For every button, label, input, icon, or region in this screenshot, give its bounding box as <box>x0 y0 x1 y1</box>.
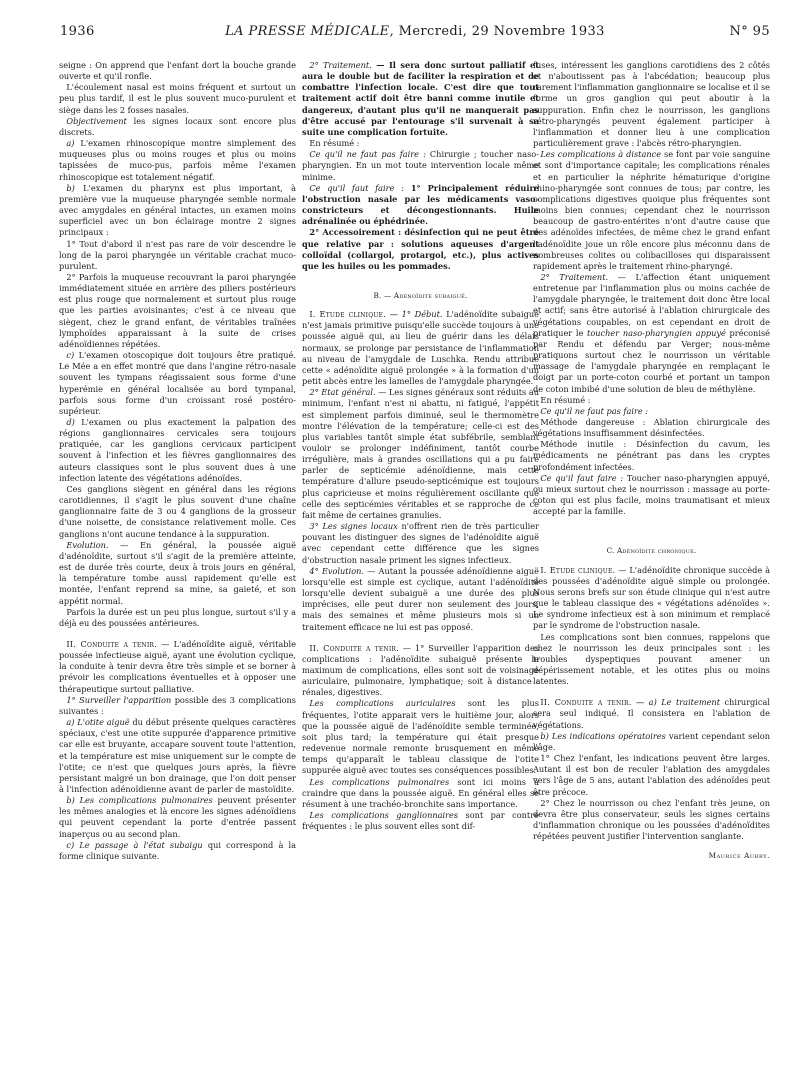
page-number: 1936 <box>60 24 95 39</box>
paragraph: Les complications ganglionnaires sont par contre fréquentes : le plus souvent elles sont dif- <box>302 810 539 832</box>
paragraph: En résumé : <box>309 138 360 149</box>
paragraph: b) Les complications pulmonaires peuvent présenter les mêmes analogies et là encore les signes adénoïdiens qui peuvent cependant la porte d'entrée passent inaperçus ou au second plan. <box>59 795 297 839</box>
paragraph: Les complications auriculaires sont les plus fréquentes, l'otite apparait vers le huitième jour, alors que la poussée aiguë de l'adénoïdite semble terminée, soit plus tard; la température qui était presque redevenue normale remonte brusquement en même temps qu'apparaît le tableau classique de l'otite suppurée aiguë avec toutes ses conséquences possibles. <box>302 698 539 776</box>
paragraph: Les complications pulmonaires sont ici moins à craindre que dans la poussée aiguë. En général elles se résument à une trachéo-bronchite sans importance. <box>302 776 539 809</box>
paragraph: II. Conduite a tenir. — 1° Surveiller l'apparition des complications : l'adénoïdite subaiguë présente le maximum de complications, elles sont soit de voisinage auriculaire, pulmonaire, lymphatique; soit à distance : rénales, digestives. <box>302 642 539 698</box>
running-title <box>60 24 770 39</box>
paragraph: a) L'examen rhinoscopique montre simplement des muqueuses plus ou moins rouges et plus ou moins tapissées de muco-pus, parfois même l'examen rhinoscopique est totalement négatif. <box>59 138 296 182</box>
paragraph: 2° Parfois la muqueuse recouvrant la paroi pharyngée immédiatement située en arrière des piliers postérieurs est plus rouge que normalement et surtout plus rouge que les parties avoisinantes; c'est à ce niveau que siègent, chez le grand enfant, de véritables traînées lymphoïdes apparaissant à la suite de crises adénoïdiennes répétées. <box>59 271 296 349</box>
section-heading: B. — Adénoïdite subaiguë. <box>373 290 468 300</box>
paragraph: Ce qu'il faut faire : 1° Principalement réduire l'obstruction nasale par les médicaments vaso-constricteurs et décongestionnants. Huile adrénalinée ou éphédrinée. <box>302 182 539 227</box>
paragraph: 1° Chez l'enfant, les indications peuvent être larges. Autant il est bon de reculer l'ablation des amygdales vers l'âge de 5 ans, autant l'ablation des adénoïdes peut être précoce. <box>533 753 770 797</box>
paragraph: 2° Accessoirement : désinfection qui ne peut être que relative par : solutions aqueuses d'argent colloïdal (collargol, protargol, etc.), plus actives que les huiles ou les pommades. <box>302 227 539 271</box>
paragraph: b) Les indications opératoires varient cependant selon l'âge. <box>533 730 770 752</box>
page-header <box>60 24 770 40</box>
paragraph: Objectivement les signes locaux sont encore plus discrets. <box>59 115 296 137</box>
paragraph: 2° Traitement. — Il sera donc surtout palliatif et aura le double but de faciliter la respiration et de combattre l'infection locale. C'est dire que tout traitement actif doit être banni comme inutile et dangereux, d'autant plus qu'il ne manquerait pas d'être accusé par l'entourage s'il survenait à sa suite une complication fortuite. <box>302 60 539 137</box>
paragraph: a) L'otite aiguë du début présente quelques caractères spéciaux, c'est une otite suppurée d'apparence primitive car elle est bruyante, accapare souvent toute l'attention, et la température est mise uniquement sur le compte de l'otite; ce n'est que quelques jours après, la fièvre persistant malgré un bon drainage, que l'on doit penser à l'infection adénoïdienne avant de parler de mastoïdite. <box>59 717 296 794</box>
paragraph: Les complications à distance se font par voie sanguine et sont d'importance capitale; les complications rénales et en particulier la néphrite hématurique d'origine rhino-pharyngée sont connues de tous; par contre, les complications digestives quoique plus fréquentes sont moins bien connues; cependant chez le nourrisson beaucoup de gastro-entérites n'ont d'autre cause que des adénoïdes infectées, de même chez le grand enfant l'adénoïdite joue un rôle encore plus méconnu dans de nombreuses colites ou colibacilloses qui disparaissent rapidement après le traitement rhino-pharyngé. <box>533 149 770 271</box>
paragraph: II. Conduite a tenir. — L'adénoïdite aiguë, véritable poussée infectieuse aiguë, ayant une évolution cyclique, la conduite à tenir devra être très simple et se borner à prévoir les complications éventuelles et à opposer une thérapeutique surtout palliative. <box>59 638 296 694</box>
column-3 <box>533 60 770 861</box>
paragraph: b) L'examen du pharynx est plus important, à première vue la muqueuse pharyngée semble normale avec amygdales en général intactes, un examen moins superficiel avec un bon éclairage montre 2 signes principaux : <box>59 182 296 238</box>
paragraph: Ces ganglions siègent en général dans les régions carotidiennes, il s'agit le plus souvent d'une chaîne ganglionnaire faite de 3 ou 4 ganglions de la grosseur d'une noisette, de consistance relativement molle. Ces ganglions n'ont aucune tendance à la suppuration. <box>59 483 296 539</box>
issue-date: Mercredi, 29 Novembre 1933 <box>398 24 605 39</box>
paragraph: c) L'examen otoscopique doit toujours être pratiqué. Le Mée a en effet montré que dans l'angine rétro-nasale souvent les tympans réagissaient sous forme d'une hyperémie en général localisée au bord tympanal, parfois sous forme d'un croissant rosé postéro-supérieur. <box>59 350 296 416</box>
author-signature: Maurice Aubry. <box>708 851 770 861</box>
paragraph: II. Conduite a tenir. — a) Le traitement chirurgical sera seul indiqué. Il consistera en l'ablation de végétations. <box>533 697 770 730</box>
paragraph: Parfois la durée est un peu plus longue, surtout s'il y a déjà eu des poussées antérieures. <box>59 606 296 628</box>
paragraph: Evolution. — En général, la poussée aiguë d'adénoïdite, surtout s'il s'agit de la première atteinte, est de durée très courte, deux à trois jours en général, la température tombe aussi rapidement qu'elle est montée, l'enfant reprend sa mine, sa gaieté, et son appétit normal. <box>59 539 296 606</box>
paragraph: c) Le passage à l'état subaigu qui correspond à la forme clinique suivante. <box>59 839 297 861</box>
column-2 <box>302 60 539 832</box>
paragraph: 1° Tout d'abord il n'est pas rare de voir descendre le long de la paroi pharyngée un véritable crachat muco-purulent. <box>59 238 296 271</box>
paragraph: I. Etude clinique. — 1° Début. L'adénoïdite subaiguë n'est jamais primitive puisqu'elle succède toujours à une poussée aiguë qui, au lieu de guérir dans les délais normaux, se prolonge par persistance de l'inflammation au niveau de l'amygdale de Luschka. Rendu attribue cette « adénoïdite aiguë prolongée » à la formation d'un petit abcès entre les lamelles de l'amygdale pharyngée. <box>302 309 539 387</box>
section-heading: C. Adénoïdite chronique. <box>606 546 697 556</box>
paragraph: Les complications sont bien connues, rappelons que chez le nourrisson les deux principales sont : les troubles dyspeptiques pouvant amener un dépérissement notable, et les otites plus ou moins latentes. <box>533 631 770 687</box>
paragraph: 2° Traitement. — L'affection étant uniquement entretenue par l'inflammation plus ou moins cachée de l'amygdale pharyngée, le traitement doit donc être local et actif; sans être autorisé à l'ablation chirurgicale des végétations coupables, on est cependant en droit de pratiquer le toucher naso-pharyngien appuyé préconisé par Rendu et défendu par Verger; nous-même pratiquons surtout chez le nourrisson un véritable massage de l'amygdale pharyngée en remplaçant le doigt par un porte-coton courbé et portant un tampon de coton imbibé d'une solution de bleu de méthylène. <box>533 271 770 394</box>
issue-number: N° 95 <box>729 24 770 39</box>
paragraph: seigne : On apprend que l'enfant dort la bouche grande ouverte et qu'il ronfle. <box>59 60 296 82</box>
paragraph: 1° Surveiller l'apparition possible des 3 complications suivantes : <box>59 694 296 716</box>
paragraph: d) L'examen ou plus exactement la palpation des régions ganglionnaires cervicales sera toujours pratiquée, car les ganglions cervicaux participent souvent à l'infection et les fièvres ganglionnaires des auteurs classiques sont le plus souvent dues à une infection latente des végétations adénoïdes. <box>59 417 296 483</box>
paragraph: En résumé : <box>540 394 591 405</box>
paragraph: L'écoulement nasal est moins fréquent et surtout un peu plus tardif, il est le plus souvent muco-purulent et siège dans les 2 fosses nasales. <box>59 82 296 115</box>
paragraph: fuses, intéressent les ganglions carotidiens des 2 côtés et n'aboutissent pas à l'abcédation; beaucoup plus rarement l'inflammation ganglionnaire se localise et il se forme un gros ganglion qui peut aboutir à la suppuration. Enfin chez le nourrisson, les ganglions rétro-pharyngés peuvent également participer à l'inflammation et donner lieu à une complication particulièrement grave : l'abcès rétro-pharyngien. <box>533 60 770 149</box>
paragraph: 2° Chez le nourrisson ou chez l'enfant très jeune, on devra être plus conservateur, seuls les signes certains d'inflammation chronique ou les poussées d'adénoïdites répétées peuvent justifier l'intervention sanglante. <box>533 797 770 842</box>
paragraph: Méthode dangereuse : Ablation chirurgicale des végétations insuffisamment désinfectées. <box>533 417 770 439</box>
paragraph: I. Etude clinique. — L'adénoïdite chronique succède à des poussées d'adénoïdite aiguë simple ou prolongée. Nous serons brefs sur son étude clinique qui n'est autre que le tableau classique des « végétations adénoïdes ». Le syndrome infectieux est à son minimum et remplacé par le syndrome de l'obstruction nasale. <box>533 564 770 631</box>
paragraph: Méthode inutile : Désinfection du cavum, les médicaments ne pénétrant pas dans les cryptes profondément infectées. <box>533 439 770 472</box>
journal-title: LA PRESSE MÉDICALE, <box>225 24 395 39</box>
paragraph: 4° Evolution. — Autant la poussée adénoïdienne aiguë lorsqu'elle est simple est cyclique, autant l'adénoïdite lorsqu'elle devient subaiguë a une durée des plus imprécises, elle peut durer non seulement des jours, mais des semaines et même plusieurs mois si un traitement efficace ne lui est pas opposé. <box>302 565 539 632</box>
paragraph: Ce qu'il ne faut pas faire : <box>540 405 649 416</box>
column-1 <box>59 60 296 862</box>
paragraph: 3° Les signes locaux n'offrent rien de très particulier pouvant les distinguer des signes de l'adénoïdite aiguë avec cependant cette différence que les signes d'obstruction nasale priment les signes infectieux. <box>302 521 539 565</box>
paragraph: Ce qu'il faut faire : Toucher naso-pharyngien appuyé, ou mieux surtout chez le nourrisson : massage au porte-coton qui est plus facile, moins traumatisant et mieux accepté par la famille. <box>533 472 770 517</box>
paragraph: Ce qu'il ne faut pas faire : Chirurgie ; toucher naso-pharyngien. En un mot toute intervention locale même minime. <box>302 149 539 182</box>
paragraph: 2° Etat général. — Les signes généraux sont réduits au minimum, l'enfant n'est ni abattu, ni fatigué, l'appétit est simplement parfois diminué, seul le thermomètre montre l'élévation de la température; celle-ci est des plus variables tantôt simple état subfébrile, semblant vouloir se prolonger indéfiniment, tantôt courbe irrégulière, mais à grandes oscillations qui a pu faire parler de septicémie adénoïdienne, mais cette température d'allure pseudo-septicémique est toujours plus capricieuse et moins régulièrement oscillante que celle des septicémies véritables et se rapproche de ce fait même de certaines granulies. <box>302 387 539 520</box>
